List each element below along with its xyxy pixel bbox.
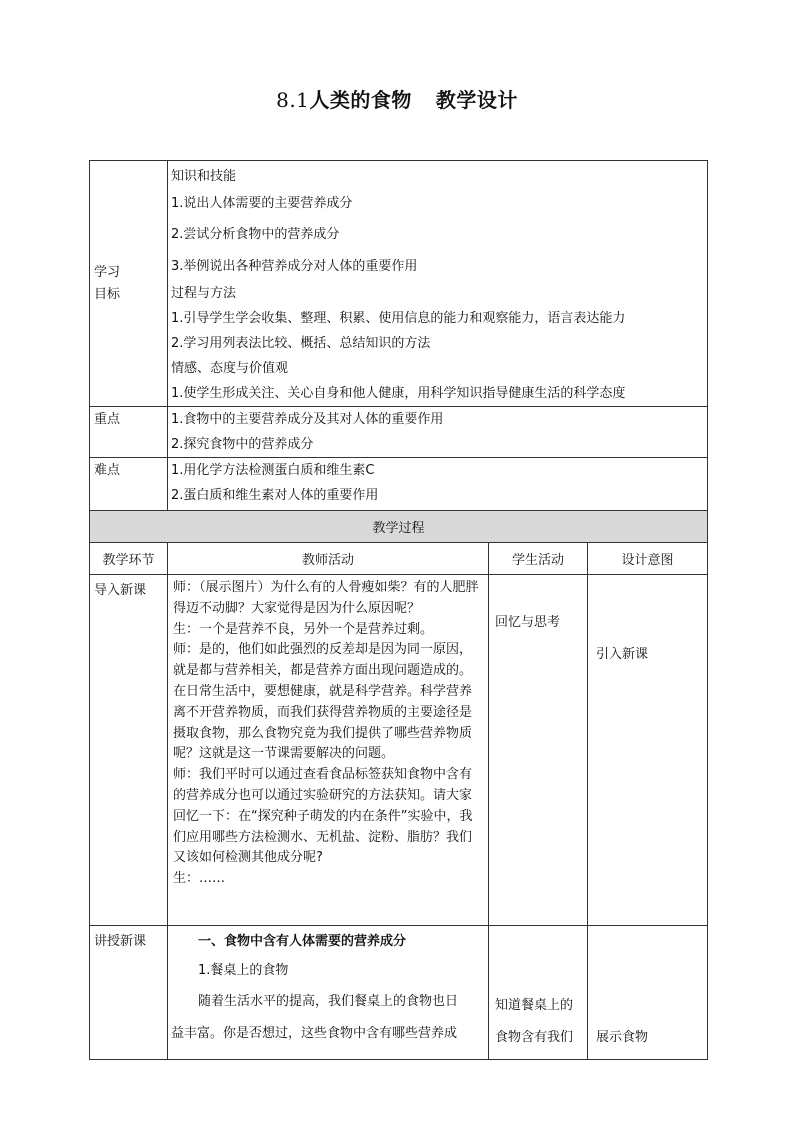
key-point-line: 1.食物中的主要营养成分及其对人体的重要作用 — [171, 412, 444, 427]
lecture-row — [90, 926, 708, 1060]
key-point-line: 2.探究食物中的营养成分 — [171, 437, 314, 452]
difficult-points-content — [168, 458, 708, 511]
column-header-stage: 教学环节 — [90, 543, 168, 575]
intro-row — [90, 575, 708, 926]
process-header-row — [90, 511, 708, 543]
lecture-subheading: 1.餐桌上的食物 — [198, 963, 289, 978]
intro-teacher-paragraph: 生：一个是营养不良，另外一个是营养过剩。 — [173, 621, 434, 637]
objective-line: 知识和技能 — [171, 169, 237, 184]
objective-line: 过程与方法 — [171, 286, 237, 301]
column-header-student: 学生活动 — [489, 543, 588, 575]
intro-stage: 导入新课 — [90, 575, 168, 926]
column-header-teacher: 教师活动 — [168, 543, 489, 575]
key-points-label: 重点 — [94, 412, 121, 427]
objective-line: 3.举例说出各种营养成分对人体的重要作用 — [171, 259, 418, 274]
intro-teacher-cell — [168, 575, 489, 926]
objective-line: 2.尝试分析食物中的营养成分 — [171, 227, 340, 242]
objective-line: 2.学习用列表法比较、概括、总结知识的方法 — [171, 336, 431, 351]
lecture-stage: 讲授新课 — [90, 926, 168, 1060]
objective-line: 1.引导学生学会收集、整理、积累、使用信息的能力和观察能力，语言表达能力 — [171, 311, 626, 326]
lecture-teacher-cell — [168, 926, 489, 1060]
objective-line: 情感、态度与价值观 — [171, 361, 289, 376]
key-points-label-cell — [90, 407, 168, 458]
intro-intent: 引入新课 — [588, 575, 708, 926]
lesson-plan-table — [89, 160, 708, 1060]
objectives-label-2: 目标 — [94, 286, 121, 302]
column-header-intent: 设计意图 — [588, 543, 708, 575]
intro-teacher-paragraph: 生：…… — [173, 871, 226, 887]
title-code: 8.1 — [276, 88, 310, 112]
difficult-points-label-cell — [90, 458, 168, 511]
key-points-row — [90, 407, 708, 458]
objectives-label-1: 学习 — [94, 264, 121, 280]
intro-teacher-paragraph: 师：我们平时可以通过查看食品标签获知食物中含有的营养成分也可以通过实验研究的方法获知。请大家回忆一下：在“探究种子萌发的内在条件”实验中，我们应用哪些方法检测水、无机盐、淀粉、脂肪？我们又该如何检测其他成分呢? — [173, 767, 473, 866]
objectives-row — [90, 161, 708, 407]
title-name: 人类的食物 — [309, 88, 412, 112]
lecture-heading: 一、食物中含有人体需要的营养成分 — [198, 934, 407, 949]
lecture-paragraph: 益丰富。你是否想过，这些食物中含有哪些营养成 — [171, 1026, 458, 1041]
lecture-student-cell — [489, 926, 588, 1060]
lecture-student-line: 食物含有我们 — [495, 1030, 574, 1045]
difficult-point-line: 1.用化学方法检测蛋白质和维生素C — [171, 463, 375, 478]
intro-teacher-paragraph: 师：（展示图片）为什么有的人骨瘦如柴？有的人肥胖得迈不动脚？大家觉得是因为什么原因呢？ — [173, 580, 479, 616]
difficult-point-line: 2.蛋白质和维生素对人体的重要作用 — [171, 488, 379, 503]
difficult-points-label: 难点 — [94, 463, 121, 478]
lecture-intent: 展示食物 — [588, 926, 708, 1060]
title-suffix: 教学设计 — [435, 88, 518, 112]
difficult-points-row — [90, 458, 708, 511]
process-header: 教学过程 — [90, 511, 708, 543]
lecture-paragraph: 随着生活水平的提高，我们餐桌上的食物也日 — [198, 994, 459, 1009]
objective-line: 1.说出人体需要的主要营养成分 — [171, 196, 353, 211]
intro-teacher-paragraph: 师：是的，他们如此强烈的反差却是因为同一原因，就是都与营养相关，都是营养方面出现问题造成的。在日常生活中，要想健康，就是科学营养。科学营养离不开营养物质，而我们获得营养物质的主要途径是摄取食物，那么食物究竟为我们提供了哪些营养物质呢？这就是这一节课需要解决的问题。 — [173, 642, 473, 762]
key-points-content — [168, 407, 708, 458]
objective-line: 1.使学生形成关注、关心自身和他人健康，用科学知识指导健康生活的科学态度 — [171, 386, 626, 401]
objectives-content — [168, 161, 708, 407]
intro-student: 回忆与思考 — [489, 575, 588, 926]
column-header-row — [90, 543, 708, 575]
lecture-student-line: 知道餐桌上的 — [495, 998, 574, 1013]
document-title — [0, 84, 794, 113]
objectives-label-cell — [90, 161, 168, 407]
